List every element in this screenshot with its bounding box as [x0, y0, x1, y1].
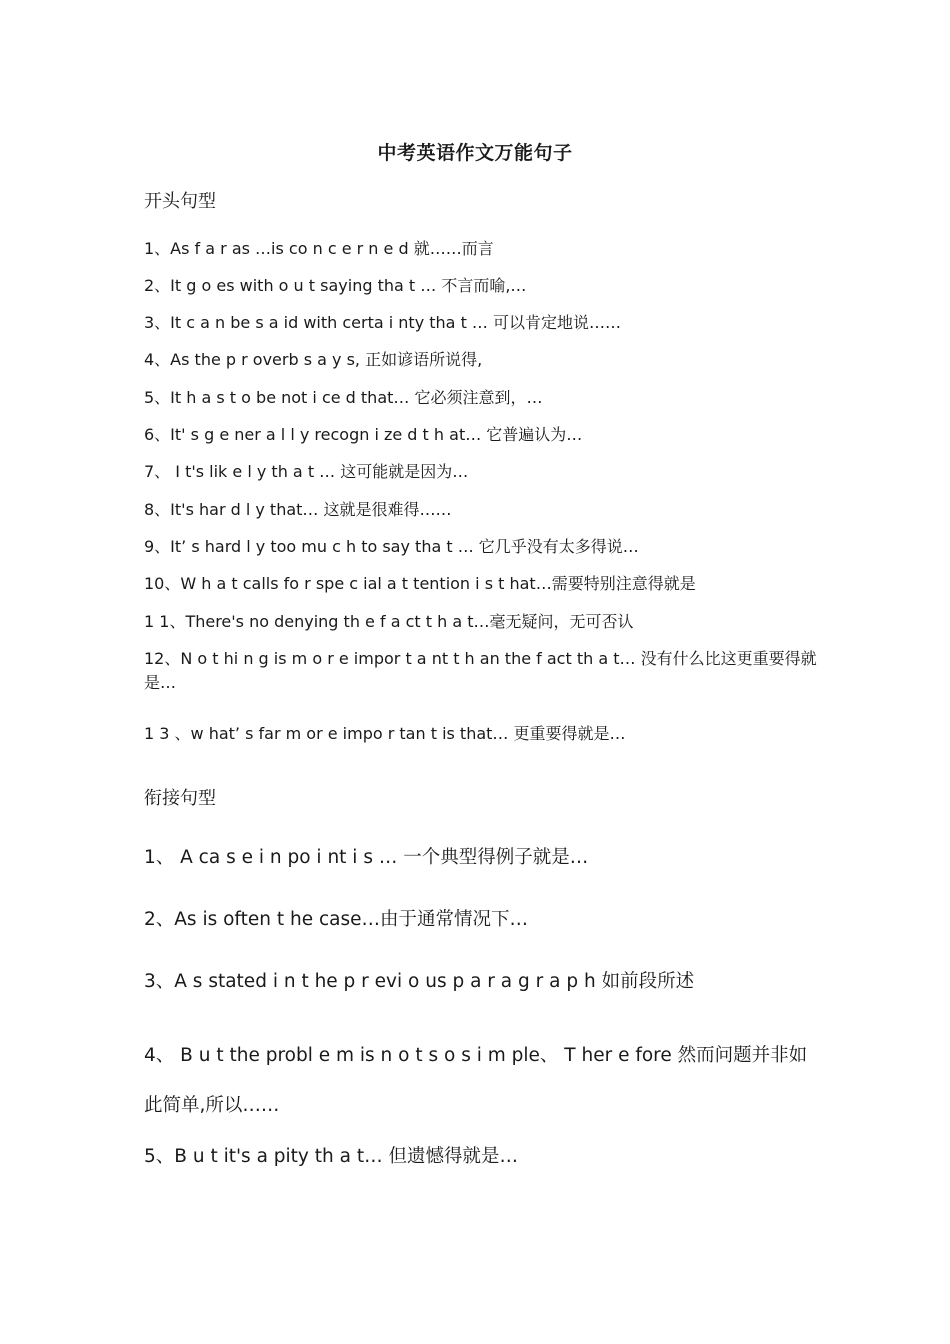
opening-sentence-7: 7、 I t's lik e l y th a t … 这可能就是因为…: [144, 462, 469, 481]
opening-sentence-2: 2、It g o es with o u t saying tha t … 不言而喻,…: [144, 276, 527, 295]
document-title: 中考英语作文万能句子: [377, 142, 573, 164]
transition-sentence-2: 2、As is often t he case…由于通常情况下…: [144, 909, 529, 930]
opening-sentence-11: 1 1、There's no denying th e f a ct t h a t…毫无疑问，无可否认: [144, 612, 634, 631]
opening-sentence-9: 9、It’ s hard l y too mu c h to say tha t … 它几乎没有太多得说…: [144, 537, 639, 556]
opening-sentence-5: 5、It h a s t o be not i ce d that… 它必须注意到，…: [144, 388, 543, 407]
opening-sentence-4: 4、As the p r overb s a y s, 正如谚语所说得,: [144, 350, 483, 369]
transition-sentence-4: 4、 B u t the probl e m is n o t s o s i m ple、 T her e fore 然而问题并非如此简单,所以……: [144, 1045, 808, 1116]
section-heading-transition: 衔接句型: [144, 788, 216, 809]
opening-sentence-8: 8、It's har d l y that… 这就是很难得……: [144, 500, 452, 519]
section-heading-opening: 开头句型: [144, 191, 216, 212]
opening-sentence-13: 1 3 、w hat’ s far m or e impo r tan t is that… 更重要得就是…: [144, 724, 626, 743]
opening-sentence-12: 12、N o t hi n g is m o r e impor t a nt t h an the f act th a t… 没有什么比这更重要得就是…: [144, 649, 817, 692]
transition-sentence-5: 5、B u t it's a pity th a t… 但遗憾得就是…: [144, 1146, 518, 1167]
opening-sentence-3: 3、It c a n be s a id with certa i nty tha t … 可以肯定地说……: [144, 313, 622, 332]
opening-sentence-10: 10、W h a t calls fo r spe c ial a t tention i s t hat…需要特别注意得就是: [144, 574, 696, 593]
opening-sentence-1: 1、As f a r as …is co n c e r n e d 就……而言: [144, 239, 494, 258]
transition-sentence-3: 3、A s stated i n t he p r evi o us p a r a g r a p h 如前段所述: [144, 971, 695, 992]
opening-sentence-6: 6、It' s g e ner a l l y recogn i ze d t h at… 它普遍认为…: [144, 425, 583, 444]
transition-sentence-1: 1、 A ca s e i n po i nt i s … 一个典型得例子就是…: [144, 847, 589, 868]
